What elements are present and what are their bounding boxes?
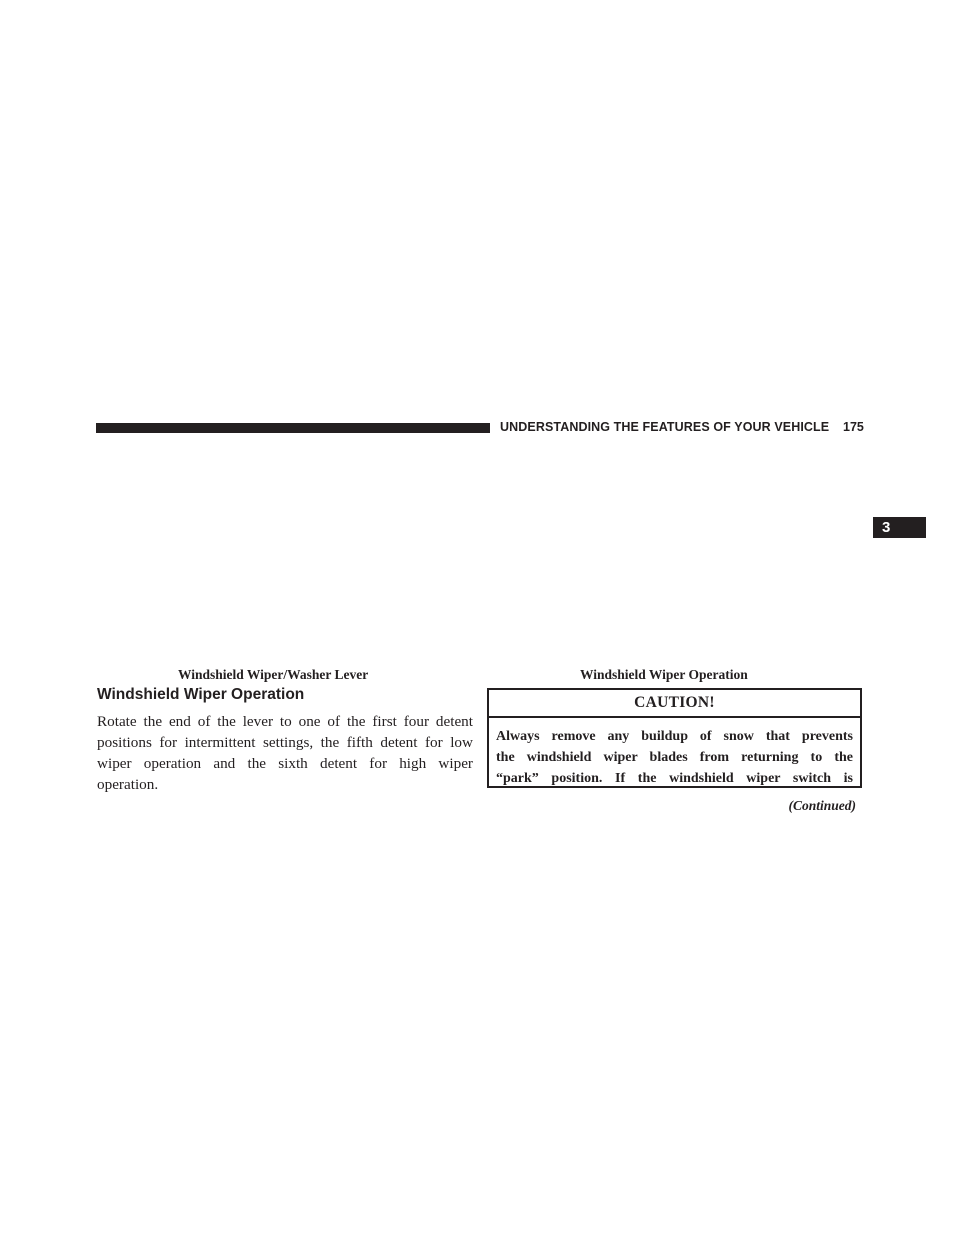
running-header-title: UNDERSTANDING THE FEATURES OF YOUR VEHICLE [500, 420, 830, 434]
section-heading: Windshield Wiper Operation [97, 686, 305, 703]
caution-line: the windshield wiper blades from returning to the [496, 750, 853, 765]
caution-box [487, 688, 862, 788]
section-body-paragraph [97, 711, 473, 795]
paragraph-line: Rotate the end of the lever to one of the first four detent [97, 713, 473, 730]
header-rule-bar [96, 423, 490, 433]
paragraph-line: operation. [97, 776, 159, 793]
chapter-tab: 3 [873, 517, 926, 538]
page-number: 175 [843, 420, 864, 434]
caution-line: “park” position. If the windshield wiper switch is [496, 771, 853, 786]
caution-line: Always remove any buildup of snow that prevents [496, 729, 853, 744]
figure-caption-wiper-washer-lever: Windshield Wiper/Washer Lever [178, 667, 369, 682]
paragraph-line: positions for intermittent settings, the fifth detent for low [97, 734, 473, 751]
caution-title: CAUTION! [489, 690, 860, 718]
caution-body [489, 718, 860, 789]
continued-note: (Continued) [788, 798, 856, 813]
figure-caption-wiper-operation: Windshield Wiper Operation [580, 667, 748, 682]
paragraph-line: wiper operation and the sixth detent for high wiper [97, 755, 473, 772]
